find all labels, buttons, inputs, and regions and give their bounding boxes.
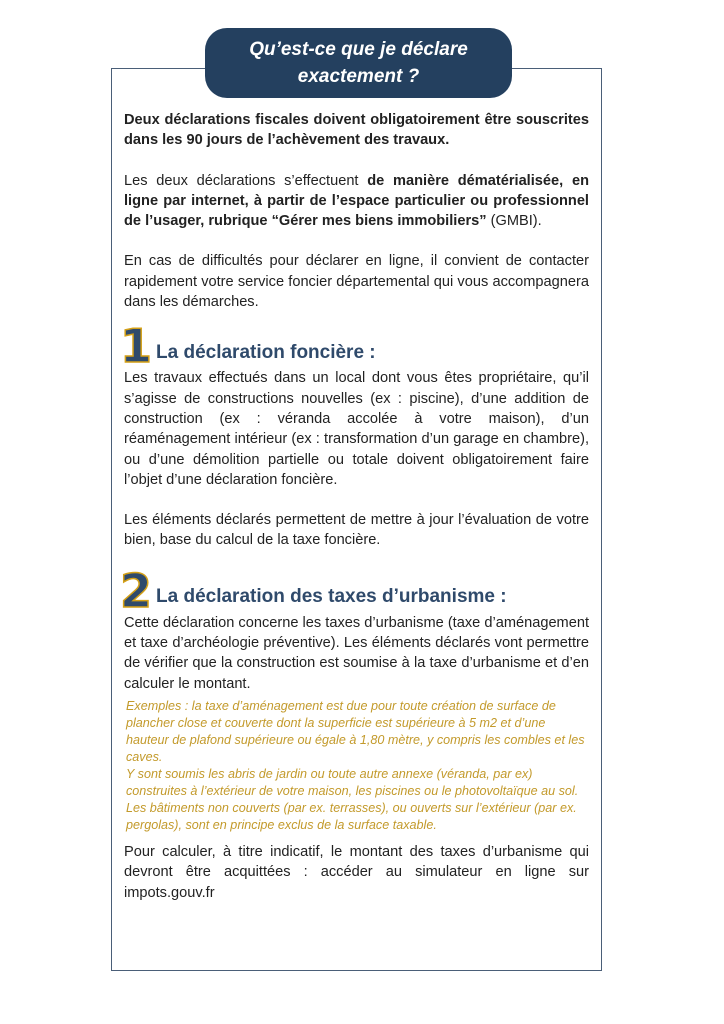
section-2-paragraph-2: Pour calculer, à titre indicatif, le montant des taxes d’urbanisme qui devront être acquittées : accéder au simulateur en ligne sur impots.gouv.fr xyxy=(124,843,589,901)
title-line-2: exactement ? xyxy=(297,66,420,87)
section-2-title: La déclaration des taxes d’urbanisme : xyxy=(156,586,507,608)
example-1: Exemples : la taxe d’aménagement est due pour toute création de surface de plancher close et couverte dont la superficie est supérieure à 5 m2 et d’une hauteur de plafond supérieure ou égale à 1,80 mètre, y compris les combles et les caves. xyxy=(126,698,585,764)
title-line-1: Qu’est-ce que je déclare xyxy=(249,39,468,60)
section-2-number: 2 xyxy=(120,563,153,618)
examples-box xyxy=(126,698,589,834)
section-1-paragraph-1: Les travaux effectués dans un local dont vous êtes propriétaire, qu’il s’agisse de constructions nouvelles (ex : piscine), d’une addition de construction (ex : véranda accolée à votre maison), d’un réaménagement intérieur (ex : transformation d’un garage en chambre), ou d’une démolition partielle ou totale doivent obligatoirement faire l’objet d’une déclaration foncière. xyxy=(124,370,589,488)
example-3: Les bâtiments non couverts (par ex. terrasses), ou ouverts sur l’extérieur (par ex. pergolas), sont en principe exclus de la surface taxable. xyxy=(126,800,577,832)
section-1-title: La déclaration foncière : xyxy=(156,342,376,364)
example-2: Y sont soumis les abris de jardin ou toute autre annexe (véranda, par ex) construites à l’extérieur de votre maison, les piscines ou le photovoltaïque au sol. xyxy=(126,766,579,798)
section-2-paragraph-1: Cette déclaration concerne les taxes d’urbanisme (taxe d’aménagement et taxe d’archéologie préventive). Les éléments déclarés vont permettre de vérifier que la construction est soumise à la taxe d’urbanisme et d’en calculer le montant. xyxy=(124,614,589,692)
section-1-paragraph-2: Les éléments déclarés permettent de mettre à jour l’évaluation de votre bien, base du calcul de la taxe foncière. xyxy=(124,512,589,549)
intro-paragraph-3: En cas de difficultés pour déclarer en ligne, il convient de contacter rapidement votre service foncier départemental qui vous accompagnera dans les démarches. xyxy=(124,253,589,311)
main-content xyxy=(120,110,589,903)
intro-emphasis: de manière dématérialisée, en ligne par internet, à partir de l’espace particulier ou professionnel de l’usager, rubrique “Gérer mes biens immobiliers” xyxy=(124,172,589,230)
intro-paragraph-1: Deux déclarations fiscales doivent obligatoirement être souscrites dans les 90 jours de l’achèvement des travaux. xyxy=(124,112,589,149)
section-1-heading xyxy=(120,319,589,374)
title-banner xyxy=(205,28,512,98)
section-1-number: 1 xyxy=(120,319,153,374)
intro-paragraph-2: Les deux déclarations s’effectuent de manière dématérialisée, en ligne par internet, à partir de l’espace particulier ou professionnel de l’usager, rubrique “Gérer mes biens immobiliers” (GMBI). xyxy=(124,172,589,230)
section-2-heading xyxy=(120,563,589,618)
